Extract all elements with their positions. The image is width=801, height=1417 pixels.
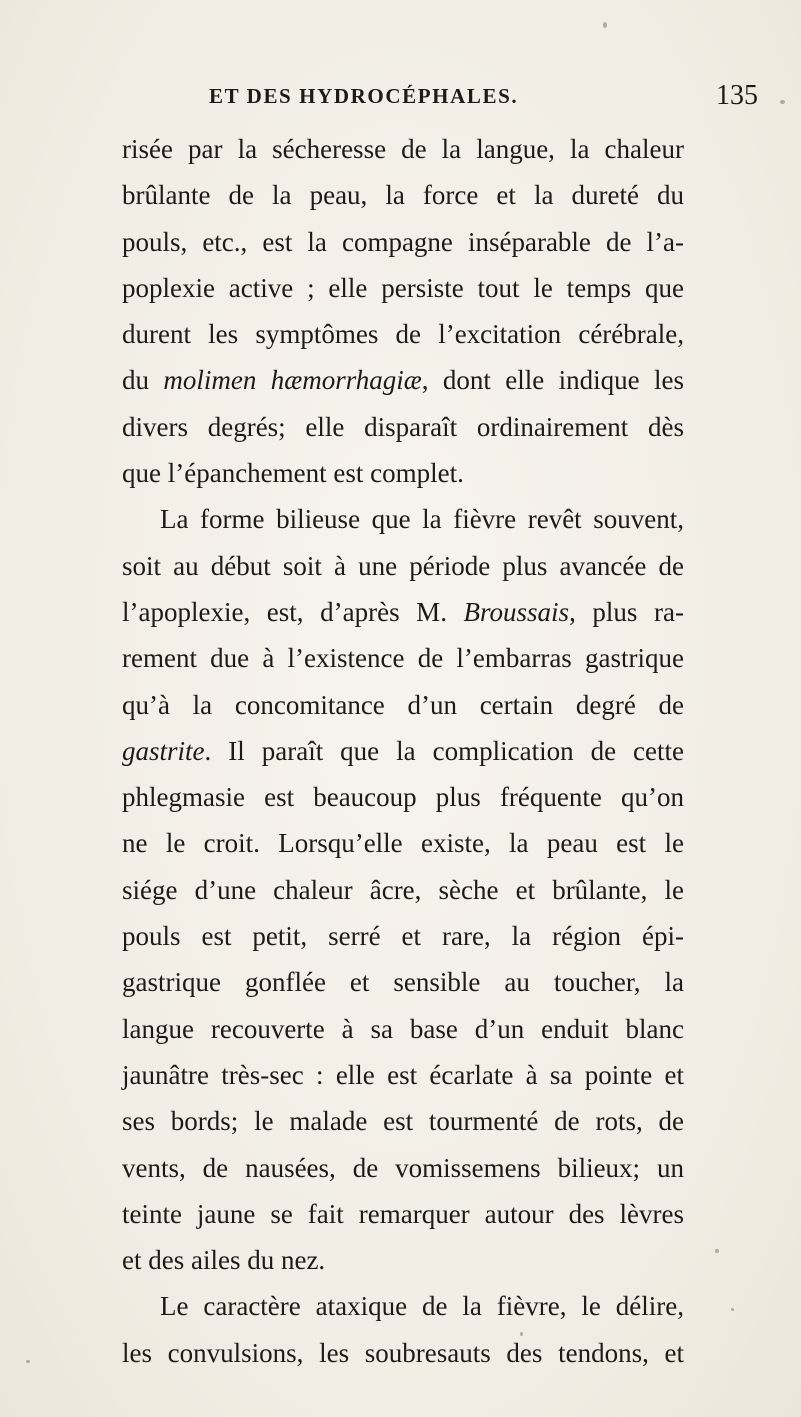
text-line: vents, de nausées, de vomissemens bilieux; un <box>122 1152 684 1183</box>
text-line: ses bords; le malade est tourmenté de rots, de <box>122 1106 684 1137</box>
text-line: phlegmasie est beaucoup plus fréquente qu’on <box>122 782 684 813</box>
page-number: 135 <box>716 80 758 111</box>
text-line: les convulsions, les soubresauts des tendons, et <box>122 1337 684 1368</box>
text-segment: l’apoplexie, est, d’après M. <box>122 596 464 627</box>
text-line: teinte jaune se fait remarquer autour des lèvres <box>122 1198 684 1229</box>
italic-phrase: gastrite <box>122 735 205 766</box>
text-line: que l’épanchement est complet. <box>122 458 464 489</box>
text-line: Le caractère ataxique de la fièvre, le délire, <box>160 1291 684 1322</box>
text-line: risée par la sécheresse de la langue, la chaleur <box>122 134 684 164</box>
italic-phrase: Broussais <box>463 596 570 627</box>
text-line: rement due à l’existence de l’embarras gastrique <box>122 643 684 674</box>
body-text <box>122 126 684 1376</box>
text-segment: , dont elle indique les <box>421 365 685 396</box>
text-line <box>122 265 684 311</box>
text-line: durent les symptômes de l’excitation cérébrale, <box>122 319 684 350</box>
running-head <box>0 80 801 114</box>
text-line: jaunâtre très-sec : elle est écarlate à sa pointe et <box>122 1059 684 1090</box>
text-segment: , plus ra- <box>569 596 684 627</box>
text-line: langue recouverte à sa base d’un enduit blanc <box>122 1013 684 1044</box>
text-segment: poplexie active ; elle persiste tout le temps que <box>122 272 684 303</box>
text-line: siége d’une chaleur âcre, sèche et brûlante, le <box>122 874 684 905</box>
paper-speck <box>603 22 607 28</box>
text-segment: du <box>122 365 164 396</box>
text-line <box>122 357 684 403</box>
italic-phrase: molimen hæmorrhagiæ <box>163 365 422 396</box>
text-line <box>122 589 684 635</box>
paper-speck <box>731 1308 734 1311</box>
text-line: pouls est petit, serré et rare, la région épi- <box>122 921 684 952</box>
text-line: divers degrés; elle disparaît ordinairement dès <box>122 411 684 442</box>
text-segment: . Il paraît que la complication de cette <box>204 735 684 766</box>
text-line: et des ailes du nez. <box>122 1245 326 1276</box>
text-line: brûlante de la peau, la force et la dureté du <box>122 180 684 211</box>
text-line <box>122 728 684 774</box>
paper-speck <box>715 1249 719 1253</box>
running-head-title: ET DES HYDROCÉPHALES. <box>209 84 519 108</box>
text-line: qu’à la concomitance d’un certain degré de <box>122 689 684 720</box>
text-line: La forme bilieuse que la fièvre revêt souvent, <box>160 504 684 535</box>
paper-speck <box>520 1332 523 1336</box>
paper-speck <box>26 1360 30 1363</box>
text-line: ne le croit. Lorsqu’elle existe, la peau est le <box>122 828 684 859</box>
text-line: pouls, etc., est la compagne inséparable de l’a- <box>122 226 684 257</box>
paper-speck <box>780 100 785 104</box>
text-line: gastrique gonflée et sensible au toucher, la <box>122 967 684 998</box>
text-line: soit au début soit à une période plus avancée de <box>122 550 684 581</box>
